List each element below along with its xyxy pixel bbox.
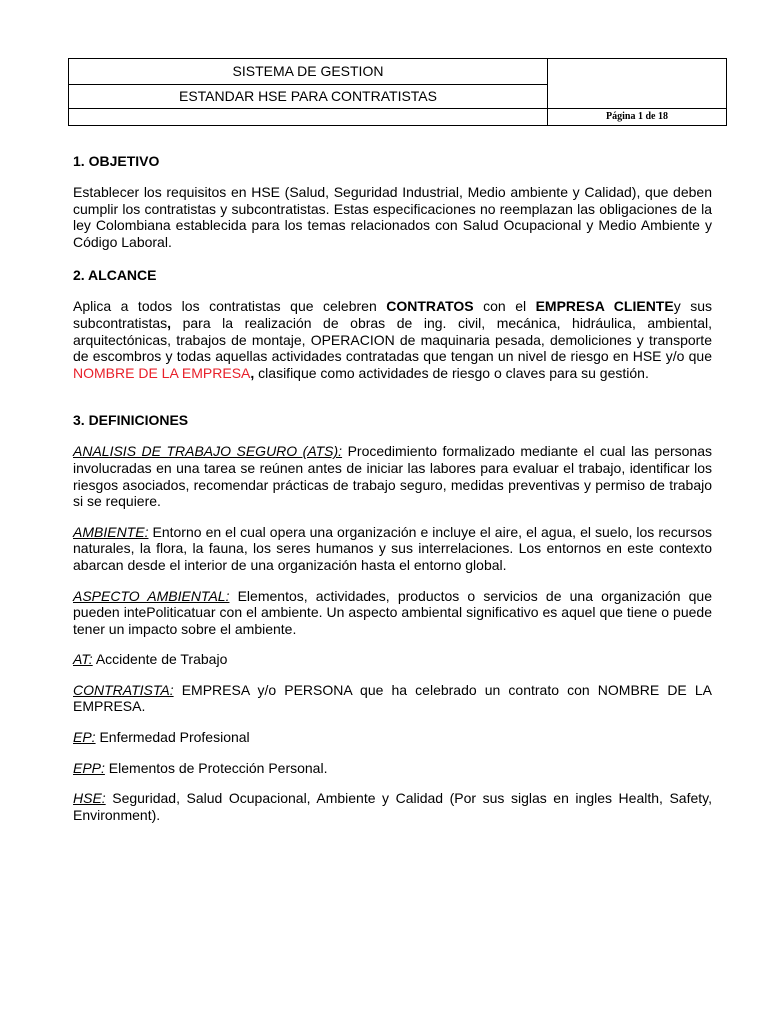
definition-item: [73, 651, 712, 668]
definition-text: Elementos, actividades, productos o servicios de una organización que pueden intePoliticatuar con el ambiente. Un aspecto ambiental significativo es aquel que tiene o puede tener un impacto sobre el ambiente.: [73, 587, 712, 637]
section-heading-objetivo: 1. OBJETIVO: [73, 153, 160, 169]
logo-cell: [548, 59, 726, 109]
definition-term: ASPECTO AMBIENTAL:: [73, 587, 230, 604]
definition-item: [73, 790, 712, 823]
alcance-contratos: CONTRATOS: [386, 298, 474, 315]
alcance-text-1: Aplica a todos los contratistas que celebren: [73, 298, 387, 315]
definition-term: CONTRATISTA:: [73, 681, 174, 698]
definition-item: [73, 760, 712, 777]
definition-text: Elementos de Protección Personal.: [104, 759, 328, 776]
empty-cell: [69, 109, 548, 125]
definition-term: ANALISIS DE TRABAJO SEGURO (ATS):: [73, 443, 343, 460]
definition-text: Enfermedad Profesional: [95, 729, 250, 746]
definition-term: HSE:: [73, 790, 106, 807]
alcance-text-5: clasifique como actividades de riesgo o claves para su gestión.: [254, 364, 649, 381]
section-heading-definiciones: 3. DEFINICIONES: [73, 412, 189, 429]
definition-item: [73, 729, 712, 746]
alcance-paragraph: [73, 298, 712, 381]
alcance-text-2: con el: [473, 298, 536, 315]
definition-text: EMPRESA y/o PERSONA que ha celebrado un contrato con NOMBRE DE LA EMPRESA.: [73, 681, 712, 715]
alcance-text-4: para la realización de obras de ing. civil, mecánica, hidráulica, ambiental, arquitectónicas, trabajos de montaje, OPERACION de maquinaria pesada, demoliciones y transporte de escombros y todas aquellas actividades contratadas que tengan un nivel de riesgo en HSE y/o que: [73, 314, 712, 365]
definition-term: AMBIENTE:: [73, 523, 149, 540]
document-body: [73, 150, 712, 823]
alcance-text-3: y sus subcontratistas: [73, 298, 712, 331]
alcance-empresa-cliente: EMPRESA CLIENTE: [535, 298, 674, 315]
definition-term: EP:: [73, 729, 96, 746]
alcance-comma-2: ,: [250, 364, 255, 381]
definition-item: [73, 443, 712, 509]
page-number: Página 1 de 18: [606, 111, 668, 122]
definition-item: [73, 588, 712, 638]
definition-term: AT:: [73, 651, 93, 668]
document-header-table: [68, 58, 727, 126]
definition-item: [73, 524, 712, 574]
definition-term: EPP:: [73, 759, 105, 776]
objetivo-paragraph: Establecer los requisitos en HSE (Salud, Seguridad Industrial, Medio ambiente y Calidad), que deben cumplir los contratistas y subcontratistas. Estas especificaciones no reemplazan las obligaciones de la ley Colombiana establecida para los temas relacionados con Salud Ocupacional y Medio Ambiente y Código Laboral.: [73, 184, 712, 250]
alcance-comma-1: ,: [167, 314, 172, 331]
definition-item: [73, 682, 712, 715]
alcance-nombre-empresa: NOMBRE DE LA EMPRESA: [73, 364, 251, 381]
definition-text: Seguridad, Salud Ocupacional, Ambiente y Calidad (Por sus siglas en ingles Health, Safety, Environment).: [73, 790, 712, 823]
definition-text: Entorno en el cual opera una organización e incluye el aire, el agua, el suelo, los recursos naturales, la flora, la fauna, los seres humanos y sus interrelaciones. Los entornos en este contexto abarcan desde el interior de una organización hasta el entorno global.: [73, 523, 712, 573]
document-title: ESTANDAR HSE PARA CONTRATISTAS: [69, 85, 548, 109]
definition-text: Procedimiento formalizado mediante el cual las personas involucradas en una tarea se reúnen antes de iniciar las labores para evaluar el trabajo, identificar los riesgos asociados, recomendar prácticas de trabajo seguro, medidas preventivas y permiso de trabajo si se requiere.: [73, 443, 712, 510]
definition-text: Accidente de Trabajo: [92, 651, 228, 668]
section-heading-alcance: 2. ALCANCE: [73, 267, 157, 284]
system-title: SISTEMA DE GESTION: [69, 59, 548, 85]
